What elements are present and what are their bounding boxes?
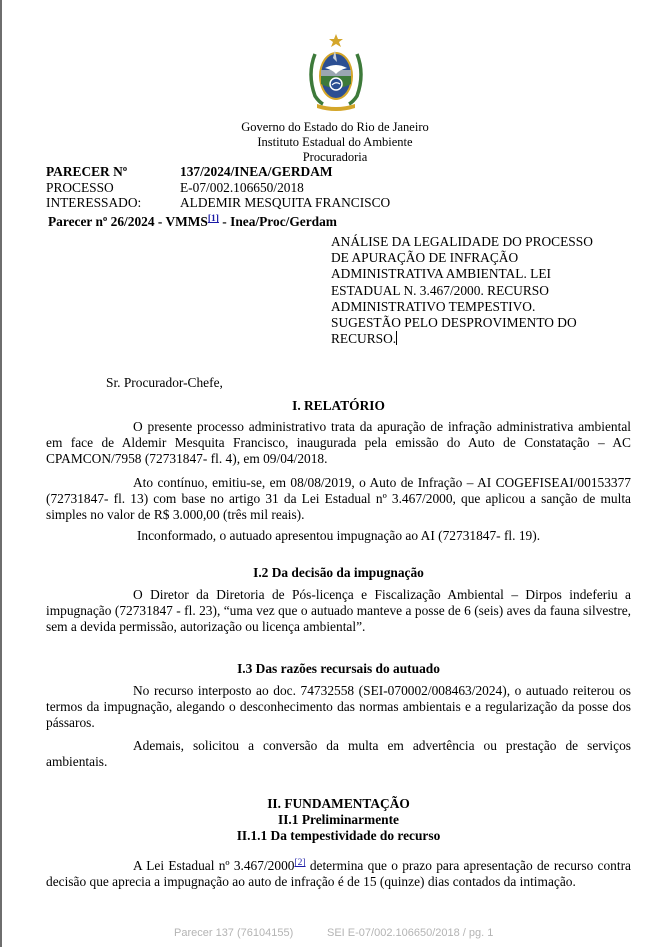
ementa-summary[interactable] [331, 234, 601, 347]
parecer-label: PARECER Nº [46, 164, 128, 179]
relatorio-paragraph-2: Ato contínuo, emitiu-se, em 08/08/2019, o Auto de Infração – AI COGEFISEAI/00153377 (72731847- fl. 13) com base no artigo 31 da Lei Estadual nº 3.467/2000, que aplicou a sanção de multa simples no valor de R$ 3.000,00 (três mil reais). [46, 475, 631, 523]
processo-value: E-07/002.106650/2018 [180, 179, 304, 195]
relatorio-paragraph-1: O presente processo administrativo trata da apuração de infração administrativa ambiental em face de Aldemir Mesquita Francisco, inaugurada pela emissão do Auto de Constatação – AC CPAMCON/7958 (72731847- fl. 4), em 09/04/2018. [46, 419, 631, 467]
ementa-text: ANÁLISE DA LEGALIDADE DO PROCESSO DE APURAÇÃO DE INFRAÇÃO ADMINISTRATIVA AMBIENTAL. LEI ESTADUAL N. 3.467/2000. RECURSO ADMINISTRATIVO TEMPESTIVO. SUGESTÃO PELO DESPROVIMENTO DO RECURSO. [331, 234, 593, 347]
interessado-value: ALDEMIR MESQUITA FRANCISCO [180, 195, 391, 210]
fundamentacao-paragraph-1 [46, 855, 631, 890]
subsection-title-tempestividade: II.1.1 Da tempestividade do recurso [236, 828, 441, 843]
parecer-reference-suffix: - Inea/Proc/Gerdam [218, 214, 337, 229]
salutation-text: Sr. Procurador-Chefe, [106, 375, 223, 390]
document-metadata [46, 164, 390, 211]
processo-label: PROCESSO [46, 179, 114, 195]
footer-document-reference: Parecer 137 (76104155) [174, 927, 294, 939]
header-line-institute: Instituto Estadual do Ambiente [257, 135, 413, 149]
salutation [46, 375, 631, 391]
footer-sei-reference: SEI E-07/002.106650/2018 / pg. 1 [327, 927, 494, 939]
decisao-paragraph-1: O Diretor da Diretoria de Pós-licença e Fiscalização Ambiental – Dirpos indeferiu a impugnação (72731847 - fl. 23), “uma vez que o autuado manteve a posse de 6 (seis) aves da fauna silvestre, sem a devida permissão, autorização ou licença ambiental”. [46, 587, 631, 635]
meta-row-interessado [46, 195, 390, 211]
meta-row-processo [46, 180, 390, 196]
meta-row-parecer [46, 164, 390, 180]
interessado-label: INTERESSADO: [46, 195, 142, 210]
section-title-razoes: I.3 Das razões recursais do autuado [237, 661, 440, 676]
subsection-title-preliminarmente: II.1 Preliminarmente [278, 812, 399, 827]
fundamentacao-p1-start: A Lei Estadual nº 3.467/2000 [133, 858, 295, 873]
header-line-government: Governo do Estado do Rio de Janeiro [241, 120, 429, 134]
section-title-decisao: I.2 Da decisão da impugnação [253, 565, 424, 580]
razoes-paragraph-2: Ademais, solicitou a conversão da multa em advertência ou prestação de serviços ambientais. [46, 738, 631, 770]
section-title-relatorio: I. RELATÓRIO [292, 398, 385, 413]
relatorio-paragraph-3: Inconformado, o autuado apresentou impugnação ao AI (72731847- fl. 19). [136, 528, 541, 543]
section-title-fundamentacao: II. FUNDAMENTAÇÃO [267, 796, 410, 811]
footnote-link-1[interactable]: [1] [207, 214, 219, 224]
parecer-reference [48, 214, 337, 230]
text-cursor [396, 331, 397, 345]
header-line-department: Procuradoria [302, 150, 368, 164]
coat-of-arms-icon [303, 32, 369, 114]
institution-header [180, 120, 490, 165]
razoes-paragraph-1: No recurso interposto ao doc. 74732558 (SEI-070002/008463/2024), o autuado reiterou os termos da impugnação, alegando o desconhecimento das normas ambientais e a regularização da posse dos pássaros. [46, 683, 631, 731]
footnote-link-2[interactable]: [2] [294, 858, 306, 868]
parecer-reference-prefix: Parecer nº 26/2024 - VMMS [48, 214, 208, 229]
fundamentacao-p1-end: determina que o prazo para apresentação de recurso contra decisão que aprecia a impugnação ao auto de infração é de 15 (quinze) dias contados da intimação. [46, 858, 631, 890]
parecer-value: 137/2024/INEA/GERDAM [180, 164, 333, 179]
